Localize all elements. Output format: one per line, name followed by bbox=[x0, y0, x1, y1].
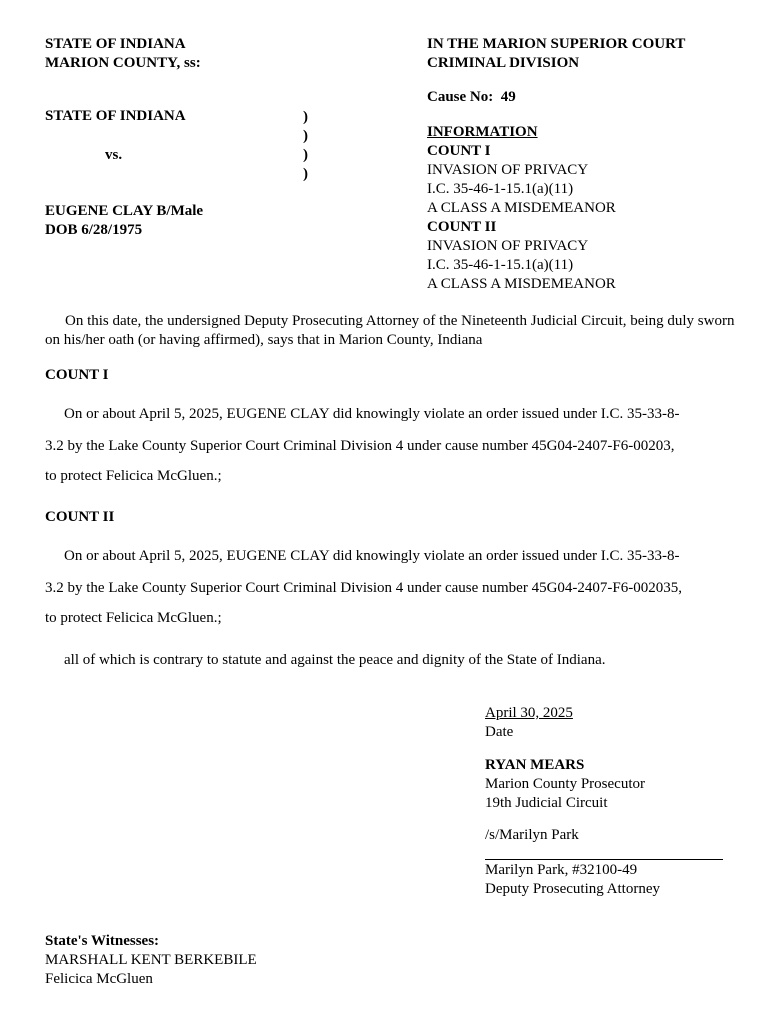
signature-date-block bbox=[485, 704, 573, 742]
count2-line: On or about April 5, 2025, EUGENE CLAY did knowingly violate an order issued under I.C. 35-33-8- bbox=[64, 548, 680, 564]
caption-versus: vs. bbox=[105, 147, 123, 163]
defendant-name: EUGENE CLAY B/Male bbox=[45, 203, 204, 219]
count-offense: INVASION OF PRIVACY bbox=[427, 238, 589, 254]
count-offense: INVASION OF PRIVACY bbox=[427, 162, 589, 178]
witness-block bbox=[45, 932, 257, 989]
witness-name: Felicica McGluen bbox=[45, 971, 153, 987]
prosecutor-circuit: 19th Judicial Circuit bbox=[485, 795, 608, 811]
deputy-block bbox=[485, 861, 660, 899]
cause-value: 49 bbox=[500, 89, 516, 105]
count1-line: 3.2 by the Lake County Superior Court Criminal Division 4 under cause number 45G04-2407-F6-00203, bbox=[45, 438, 675, 454]
defendant-dob: DOB 6/28/1975 bbox=[45, 222, 143, 238]
count-label: COUNT II bbox=[427, 219, 497, 235]
division-heading: CRIMINAL DIVISION bbox=[427, 55, 580, 71]
caption-paren: ) bbox=[303, 128, 308, 144]
state-heading: STATE OF INDIANA bbox=[45, 36, 186, 52]
caption-defendant bbox=[45, 202, 203, 240]
signature-line bbox=[485, 859, 723, 860]
count-class: A CLASS A MISDEMEANOR bbox=[427, 276, 616, 292]
count2-line: 3.2 by the Lake County Superior Court Criminal Division 4 under cause number 45G04-2407-F6-002035, bbox=[45, 580, 682, 596]
witness-name: MARSHALL KENT BERKEBILE bbox=[45, 952, 257, 968]
prosecutor-title: Marion County Prosecutor bbox=[485, 776, 645, 792]
header-left bbox=[45, 35, 201, 73]
count-class: A CLASS A MISDEMEANOR bbox=[427, 200, 616, 216]
deputy-name: Marilyn Park, #32100-49 bbox=[485, 862, 638, 878]
count1-line: On or about April 5, 2025, EUGENE CLAY did knowingly violate an order issued under I.C. 35-33-8- bbox=[64, 406, 680, 422]
prosecutor-block bbox=[485, 756, 645, 813]
caption-paren: ) bbox=[303, 109, 308, 125]
caption-paren: ) bbox=[303, 166, 308, 182]
prosecutor-name: RYAN MEARS bbox=[485, 757, 585, 773]
information-block bbox=[427, 123, 616, 294]
cause-label: Cause No: bbox=[427, 89, 494, 105]
intro-paragraph: On this date, the undersigned Deputy Prosecuting Attorney of the Nineteenth Judicial Circuit, being duly sworn on his/her oath (or having affirmed), says that in Marion County, Indiana bbox=[45, 313, 735, 348]
count-statute: I.C. 35-46-1-15.1(a)(11) bbox=[427, 257, 574, 273]
electronic-signature: /s/Marilyn Park bbox=[485, 827, 579, 843]
caption-parens bbox=[303, 108, 308, 184]
count2-heading: COUNT II bbox=[45, 509, 115, 525]
count-statute: I.C. 35-46-1-15.1(a)(11) bbox=[427, 181, 574, 197]
information-title: INFORMATION bbox=[427, 124, 538, 140]
court-heading: IN THE MARION SUPERIOR COURT bbox=[427, 36, 686, 52]
signature-date-label: Date bbox=[485, 724, 514, 740]
cause-number bbox=[427, 88, 516, 107]
witness-heading: State's Witnesses: bbox=[45, 933, 160, 949]
deputy-title: Deputy Prosecuting Attorney bbox=[485, 881, 660, 897]
closing-paragraph: all of which is contrary to statute and against the peace and dignity of the State of Indiana. bbox=[64, 652, 606, 668]
county-heading: MARION COUNTY, ss: bbox=[45, 55, 201, 71]
count2-line: to protect Felicica McGluen.; bbox=[45, 610, 222, 626]
count-label: COUNT I bbox=[427, 143, 491, 159]
signature-date: April 30, 2025 bbox=[485, 705, 573, 721]
caption-plaintiff: STATE OF INDIANA bbox=[45, 108, 186, 124]
caption-paren: ) bbox=[303, 147, 308, 163]
count1-heading: COUNT I bbox=[45, 367, 109, 383]
count1-line: to protect Felicica McGluen.; bbox=[45, 468, 222, 484]
header-right bbox=[427, 35, 685, 73]
